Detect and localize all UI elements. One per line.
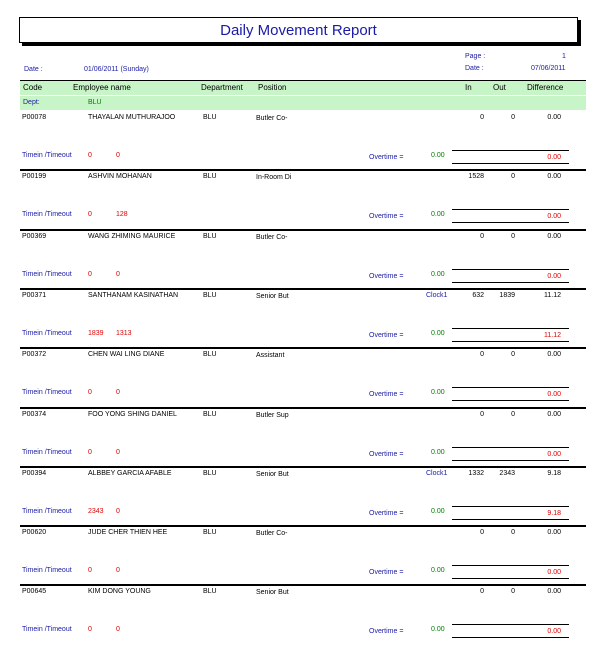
employee-position: Senior But [256, 471, 289, 478]
employee-position: Butler Sup [256, 412, 289, 419]
difference-value: 11.12 [544, 292, 561, 299]
dept-value: BLU [88, 99, 102, 106]
overtime-value: 0.00 [431, 626, 445, 633]
row-separator [20, 584, 586, 586]
time-out: 0 [511, 233, 515, 240]
time-in: 0 [480, 114, 484, 121]
timein-timeout-label: Timein /Timeout [22, 567, 72, 574]
time-out: 0 [511, 529, 515, 536]
overtime-label: Overtime = [369, 451, 404, 458]
clock-label: Clock1 [426, 470, 448, 477]
employee-code: P00372 [22, 351, 47, 358]
timein-timeout-label: Timein /Timeout [22, 508, 72, 515]
time-out: 0 [511, 351, 515, 358]
print-date-value: 07/06/2011 [531, 65, 566, 72]
difference-value: 0.00 [547, 173, 561, 180]
employee-code: P00394 [22, 470, 47, 477]
time-out: 2343 [499, 470, 515, 477]
employee-code: P00369 [22, 233, 47, 240]
employee-department: BLU [203, 173, 217, 180]
overtime-label: Overtime = [369, 273, 404, 280]
table-row [0, 468, 593, 528]
timein-value: 0 [88, 567, 92, 574]
employee-position: Butler Co- [256, 234, 288, 241]
total-bottom-line [452, 637, 569, 638]
timeout-value: 0 [116, 626, 120, 633]
timeout-value: 0 [116, 567, 120, 574]
employee-code: P00078 [22, 114, 47, 121]
overtime-label: Overtime = [369, 332, 404, 339]
row-separator [20, 288, 586, 290]
timeout-value: 0 [116, 508, 120, 515]
time-in: 1332 [468, 470, 484, 477]
overtime-value: 0.00 [431, 567, 445, 574]
time-out: 0 [511, 114, 515, 121]
employee-department: BLU [203, 233, 217, 240]
total-underline [452, 624, 569, 625]
col-in: In [465, 83, 472, 92]
timein-value: 0 [88, 271, 92, 278]
employee-department: BLU [203, 114, 217, 121]
employee-code: P00620 [22, 529, 47, 536]
col-code: Code [23, 83, 43, 92]
total-bottom-line [452, 163, 569, 164]
difference-value: 9.18 [547, 470, 561, 477]
timeout-value: 0 [116, 389, 120, 396]
time-out: 0 [511, 173, 515, 180]
employee-name: WANG ZHIMING MAURICE [88, 233, 176, 240]
total-value: 0.00 [547, 569, 561, 576]
overtime-label: Overtime = [369, 213, 404, 220]
timeout-value: 1313 [116, 330, 132, 337]
total-underline [452, 328, 569, 329]
overtime-value: 0.00 [431, 508, 445, 515]
employee-department: BLU [203, 411, 217, 418]
total-bottom-line [452, 578, 569, 579]
report-title: Daily Movement Report [220, 22, 377, 39]
timeout-value: 0 [116, 271, 120, 278]
employee-department: BLU [203, 292, 217, 299]
report-title-box [19, 17, 578, 43]
total-value: 11.12 [544, 332, 561, 339]
col-difference: Difference [527, 83, 564, 92]
overtime-value: 0.00 [431, 330, 445, 337]
total-underline [452, 150, 569, 151]
overtime-label: Overtime = [369, 391, 404, 398]
total-underline [452, 565, 569, 566]
difference-value: 0.00 [547, 351, 561, 358]
row-separator [20, 229, 586, 231]
table-row [0, 231, 593, 291]
total-value: 9.18 [547, 510, 561, 517]
employee-name: JUDE CHER THIEN HEE [88, 529, 168, 536]
employee-code: P00645 [22, 588, 47, 595]
employee-department: BLU [203, 588, 217, 595]
row-separator [20, 466, 586, 468]
dept-label: Dept: [23, 99, 40, 106]
col-position: Position [258, 83, 287, 92]
employee-position: In-Room Di [256, 174, 292, 181]
difference-value: 0.00 [547, 233, 561, 240]
employee-name: ALBBEY GARCIA AFABLE [88, 470, 172, 477]
overtime-label: Overtime = [369, 569, 404, 576]
total-value: 0.00 [547, 391, 561, 398]
timein-value: 0 [88, 389, 92, 396]
total-value: 0.00 [547, 154, 561, 161]
total-bottom-line [452, 519, 569, 520]
timein-timeout-label: Timein /Timeout [22, 626, 72, 633]
column-header-bar [20, 80, 586, 95]
overtime-value: 0.00 [431, 271, 445, 278]
employee-position: Butler Co- [256, 530, 288, 537]
timein-value: 2343 [88, 508, 104, 515]
timeout-value: 0 [116, 449, 120, 456]
employee-position: Assistant [256, 352, 285, 359]
total-bottom-line [452, 460, 569, 461]
time-in: 1528 [468, 173, 484, 180]
col-out: Out [493, 83, 506, 92]
total-value: 0.00 [547, 451, 561, 458]
timein-timeout-label: Timein /Timeout [22, 330, 72, 337]
col-employee-name: Employee name [73, 83, 131, 92]
table-row [0, 586, 593, 646]
timein-timeout-label: Timein /Timeout [22, 389, 72, 396]
timein-timeout-label: Timein /Timeout [22, 152, 72, 159]
date-label: Date : [24, 66, 43, 73]
timeout-value: 128 [116, 211, 128, 218]
total-underline [452, 269, 569, 270]
total-value: 0.00 [547, 273, 561, 280]
employee-position: Butler Co- [256, 115, 288, 122]
timeout-value: 0 [116, 152, 120, 159]
overtime-label: Overtime = [369, 154, 404, 161]
time-out: 0 [511, 588, 515, 595]
time-in: 0 [480, 233, 484, 240]
time-in: 0 [480, 351, 484, 358]
total-value: 0.00 [547, 213, 561, 220]
timein-value: 0 [88, 152, 92, 159]
total-underline [452, 209, 569, 210]
difference-value: 0.00 [547, 529, 561, 536]
table-row [0, 527, 593, 587]
table-row [0, 349, 593, 409]
employee-department: BLU [203, 351, 217, 358]
dept-bar [20, 96, 586, 110]
employee-position: Senior But [256, 293, 289, 300]
employee-name: ASHVIN MOHANAN [88, 173, 152, 180]
page-value: 1 [562, 53, 566, 60]
total-bottom-line [452, 341, 569, 342]
total-value: 0.00 [547, 628, 561, 635]
time-out: 1839 [499, 292, 515, 299]
employee-code: P00371 [22, 292, 47, 299]
overtime-value: 0.00 [431, 389, 445, 396]
overtime-value: 0.00 [431, 211, 445, 218]
employee-department: BLU [203, 529, 217, 536]
employee-name: FOO YONG SHING DANIEL [88, 411, 177, 418]
row-separator [20, 407, 586, 409]
employee-code: P00199 [22, 173, 47, 180]
total-underline [452, 506, 569, 507]
time-in: 0 [480, 588, 484, 595]
row-separator [20, 347, 586, 349]
timein-timeout-label: Timein /Timeout [22, 211, 72, 218]
employee-name: CHEN WAI LING DIANE [88, 351, 165, 358]
timein-timeout-label: Timein /Timeout [22, 271, 72, 278]
clock-label: Clock1 [426, 292, 448, 299]
table-row [0, 171, 593, 231]
time-in: 0 [480, 529, 484, 536]
col-department: Department [201, 83, 243, 92]
timein-timeout-label: Timein /Timeout [22, 449, 72, 456]
overtime-value: 0.00 [431, 152, 445, 159]
overtime-label: Overtime = [369, 628, 404, 635]
time-out: 0 [511, 411, 515, 418]
row-separator [20, 169, 586, 171]
timein-value: 1839 [88, 330, 104, 337]
timein-value: 0 [88, 211, 92, 218]
total-bottom-line [452, 400, 569, 401]
timein-value: 0 [88, 449, 92, 456]
total-bottom-line [452, 222, 569, 223]
overtime-value: 0.00 [431, 449, 445, 456]
table-row [0, 409, 593, 469]
table-row [0, 290, 593, 350]
employee-name: THAYALAN MUTHURAJOO [88, 114, 176, 121]
difference-value: 0.00 [547, 411, 561, 418]
total-underline [452, 387, 569, 388]
total-underline [452, 447, 569, 448]
time-in: 632 [472, 292, 484, 299]
time-in: 0 [480, 411, 484, 418]
total-bottom-line [452, 282, 569, 283]
page-label: Page : [465, 53, 486, 60]
difference-value: 0.00 [547, 114, 561, 121]
employee-name: KIM DONG YOUNG [88, 588, 151, 595]
employee-position: Senior But [256, 589, 289, 596]
employee-code: P00374 [22, 411, 47, 418]
timein-value: 0 [88, 626, 92, 633]
print-date-label: Date : [465, 65, 484, 72]
row-separator [20, 525, 586, 527]
difference-value: 0.00 [547, 588, 561, 595]
table-row [0, 112, 593, 172]
employee-department: BLU [203, 470, 217, 477]
date-value: 01/06/2011 (Sunday) [84, 66, 149, 73]
employee-name: SANTHANAM KASINATHAN [88, 292, 179, 299]
overtime-label: Overtime = [369, 510, 404, 517]
